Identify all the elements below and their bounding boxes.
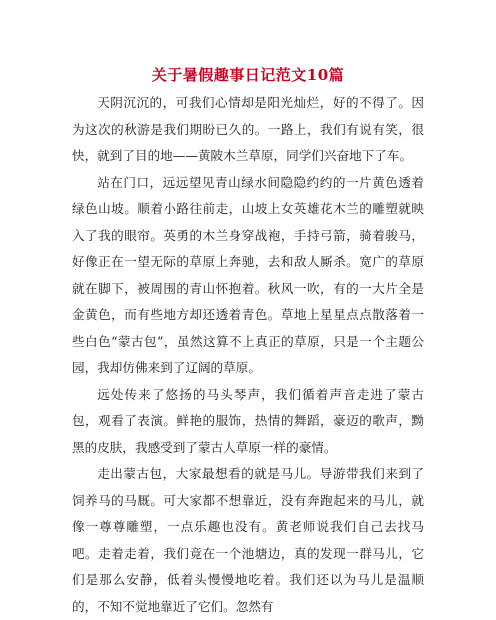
paragraph-1: 天阴沉沉的，可我们心情却是阳光灿烂，好的不得了。因为这次的秋游是我们期盼已久的。一路上，我们有说有笑，很快，就到了目的地——黄陂木兰草原，同学们兴奋地下了车。 — [72, 95, 424, 163]
paragraph-2: 站在门口，远远望见青山绿水间隐隐约约的一片黄色透着绿色山坡。顺着小路往前走，山坡上女英雄花木兰的雕塑就映入了我的眼帘。英勇的木兰身穿战袍，手持弓箭，骑着骏马，好像正在一望无际的草原上奔驰，去和敌人厮杀。宽广的草原就在脚下，被周围的青山怀抱着。秋风一吹，有的一大片全是金黄色，而有些地方却还透着青色。草地上星星点点散落着一些白色“蒙古包”，虽然这算不上真正的草原，只是一个主题公园，我却仿佛来到了辽阔的草原。 — [72, 174, 424, 375]
paragraph-3: 远处传来了悠扬的马头琴声，我们循着声音走进了蒙古包，观看了表演。鲜艳的服饰，热情的舞蹈，豪迈的歌声，黝黑的皮肤，我感受到了蒙古人草原一样的豪情。 — [72, 386, 424, 455]
document-title: 关于暑假趣事日记范文10篇 — [151, 66, 345, 84]
document-body — [72, 90, 424, 620]
paragraph-4: 走出蒙古包，大家最想看的就是马儿。导游带我们来到了饲养马的马厩。可大家都不想靠近，没有奔跑起来的马儿，就像一尊尊雕塑，一点乐趣也没有。黄老师说我们自己去找马吧。走着走着，我们竟在一个池塘边，真的发现一群马儿，它们是那么安静，低着头慢慢地吃着。我们还以为马儿是温顺的，不知不觉地靠近了它们。忽然有 — [72, 466, 424, 614]
